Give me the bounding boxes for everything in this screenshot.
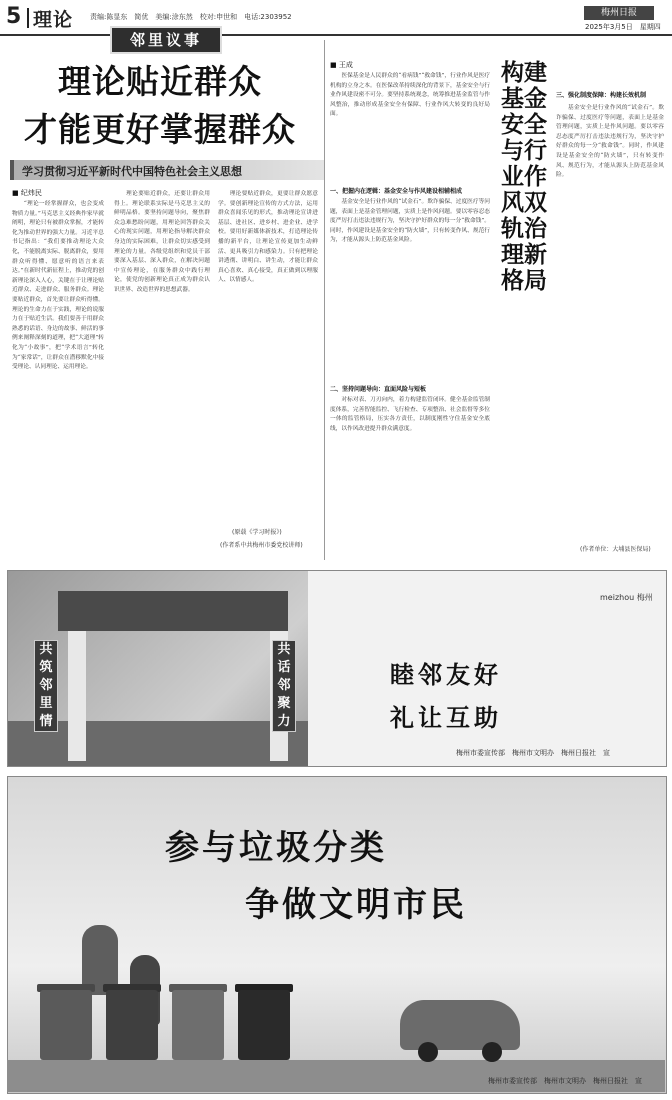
trash-bin-kitchen [172,990,224,1060]
column-divider [324,40,325,560]
trash-bin-hazardous [106,990,158,1060]
source-note: (原载《学习时报》) [232,529,282,536]
section-title: 理论 [33,9,74,31]
pavilion-sign: 邻里议事 [110,26,222,54]
ad-slogan-line-2: 礼让互助 [390,703,502,732]
pavilion-pillar [68,631,86,761]
kicker-text: 学习贯彻习近平新时代中国特色社会主义思想 [22,165,242,178]
ad2-credit: 梅州市委宣传部 梅州市文明办 梅州日报社 宣 [488,1077,642,1085]
side-author-note: (作者单位：大埔县医保局) [580,546,651,553]
side-byline: ■ 王成 [330,61,353,69]
ad2-title-line-2: 争做文明市民 [245,885,467,925]
couplet-left: 共筑邻里情 [34,640,58,732]
car-wheel [482,1042,502,1062]
article-column-3: 理论要贴近群众，更要让群众愿意学。要创新理论宣传的方式方法，运用群众喜闻乐见的形式，推动理论宣讲进基层、进社区、进乡村、进企业、进学校。要用好新媒体新技术，打造理论传播的新平台，让理论宣传更加生动鲜活、更具吸引力和感染力。只有把理论讲透彻、讲明白、讲生动，才能让群众真心喜欢、真心接受，真正做到以理服人、以情感人。 [218,191,318,284]
meizhou-brand: meizhou 梅州 [600,593,653,602]
article-column-1: “理论一经掌握群众，也会变成物质力量。”马克思主义经典作家早就阐明，理论只有被群众掌握，才能转化为推动世界的强大力量。习近平总书记指出：“我们要推动理论大众化，不能脱离实际、脱离群众，要用群众听得懂、愿意听的语言来表达。”在新时代新征程上，推动党的创新理论深入人心，关键在于让理论贴近群众、走进群众、服务群众。理论要贴近群众，首先要让群众听得懂。理论的生命力在于实践，理论的说服力在于贴近生活。我们要善于用群众熟悉的话语、身边的故事、鲜活的事例来阐释深刻的道理，把“大道理”转化为“小故事”，把“学术语言”转化为“家常话”，让群众在潜移默化中接受理论、认同理论、运用理论。 [12,201,104,371]
issue-date: 2025年3月5日 星期四 [585,23,661,31]
page-number: 5 [6,4,22,29]
side-subheading-1: 一、把握内在逻辑：基金安全与作风建设相辅相成 [330,188,463,195]
couplet-right: 共话邻聚力 [272,640,296,732]
public-service-ad-neighbors [7,570,667,767]
author-note: (作者系中共梅州市委党校讲师) [220,542,303,549]
side-column-2: 基金安全是行业作风的“试金石”。欺诈骗保、过度医疗等问题，表面上是基金管理问题，实质上是作风问题。要以零容忍态度严厉打击违法违规行为，坚决守护好群众的每一分“救命钱”。同时，作风建设是基金安全的“防火墙”，只有转变作风、规范行为，才能从源头上防范基金风险。 [330,199,490,244]
headline-line-2: 才能更好掌握群众 [24,110,296,149]
ad-slogan-line-1: 睦邻友好 [390,660,502,689]
editor-credits: 责编:陈显东 简优 美编:涂东然 校对:申世和 电话:2303952 [90,13,292,21]
side-subheading-2: 二、坚持问题导向：直面风险与短板 [330,386,427,393]
kicker-banner [10,160,324,180]
ad2-title-line-1: 参与垃圾分类 [165,828,387,868]
newspaper-logo: 梅州日报 [584,6,654,20]
article-column-2: 理论要贴近群众，还要让群众用得上。理论联系实际是马克思主义的鲜明品格。要坚持问题导向，聚焦群众急难愁盼问题，用理论回答群众关心的现实问题，用理论指导解决群众身边的实际困难，让群众切实感受到理论的力量。各级党组织和党员干部要深入基层、深入群众，在解决问题中宣传理论，在服务群众中践行理论，使党的创新理论真正成为群众认识世界、改造世界的思想武器。 [114,191,210,293]
car-illustration [400,1000,520,1050]
ad-credit: 梅州市委宣传部 梅州市文明办 梅州日报社 宣 [456,749,610,757]
side-subheading-3: 三、强化制度保障：构建长效机制 [556,92,647,99]
side-column-1: 医保基金是人民群众的“看病钱”“救命钱”，行业作风是医疗机构的立身之本。在医保改革持续深化的背景下，基金安全与行业作风建设密不可分。要坚持系统观念，统筹推进基金监管与作风整治，推动形成基金安全有保障、行业作风大转变的良好局面。 [330,73,490,118]
pavilion-roof [58,591,288,631]
car-wheel [418,1042,438,1062]
trash-bin-other [238,990,290,1060]
headline-line-1: 理论贴近群众 [58,62,262,101]
header-divider [27,8,29,28]
trash-bin-recyclable [40,990,92,1060]
side-column-4: 基金安全是行业作风的“试金石”。欺诈骗保、过度医疗等问题，表面上是基金管理问题，实质上是作风问题。要以零容忍态度严厉打击违法违规行为，坚决守护好群众的每一分“救命钱”。同时，作风建设是基金安全的“防火墙”，只有转变作风、规范行为，才能从源头上防范基金风险。 [556,105,664,179]
vertical-headline: 构建基金安全与行业作风双轨治理新格局 [501,59,547,294]
byline: ■ 纪炜民 [12,189,42,197]
side-column-3: 对标对表、刀刃向内，着力构建监管闭环。健全基金监管制度体系，完善智能监控、飞行检查、专项整治、社会监督等多位一体的监管格局，压实各方责任，以制度刚性守住基金安全底线，以作风改进提升群众满意度。 [330,397,490,432]
